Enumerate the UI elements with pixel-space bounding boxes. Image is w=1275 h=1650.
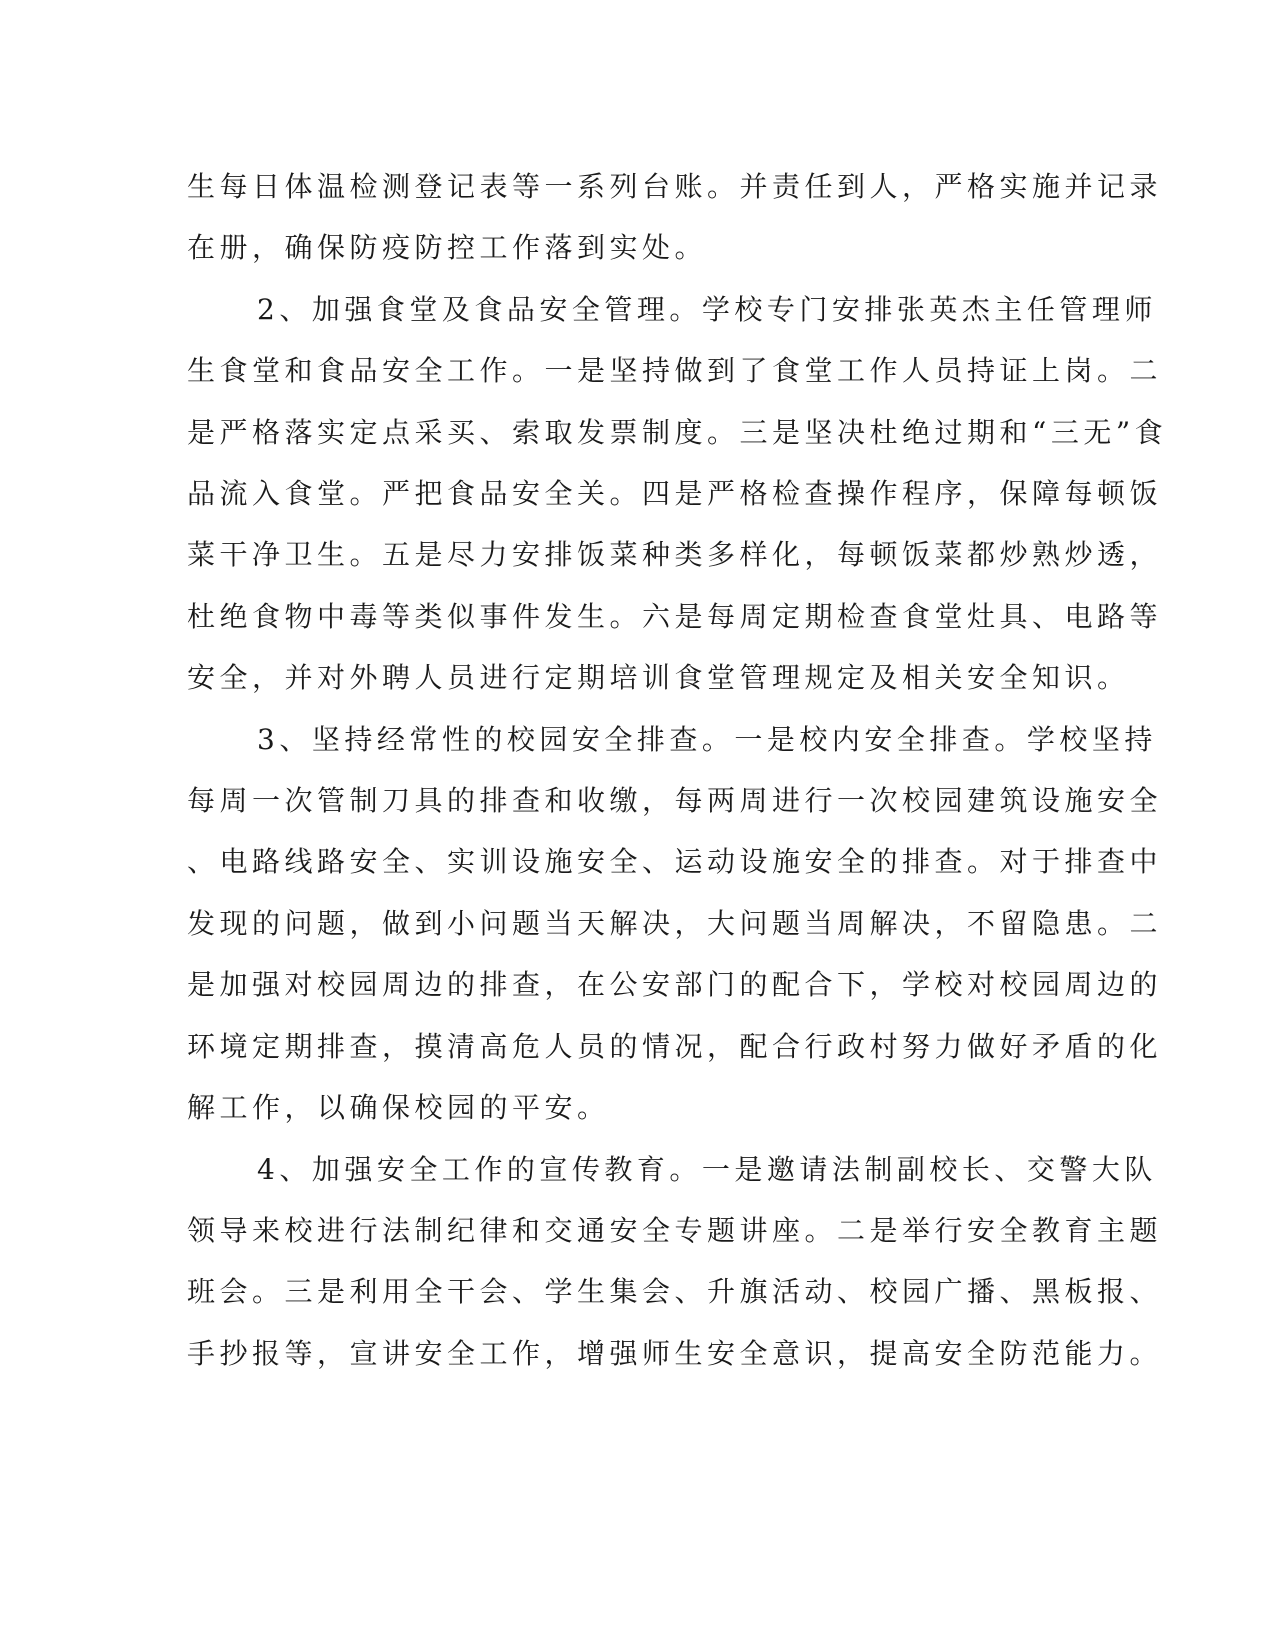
text-line: 是严格落实定点采买、索取发票制度。三是坚决杜绝过期和“三无”食 (187, 415, 1168, 449)
text-line: 是加强对校园周边的排查，在公安部门的配合下，学校对校园周边的 (187, 968, 1163, 1002)
text-line: 2、加强食堂及食品安全管理。学校专门安排张英杰主任管理师 (257, 292, 1157, 326)
text-line: 班会。三是利用全干会、学生集会、升旗活动、校园广播、黑板报、 (187, 1275, 1163, 1309)
text-line: 环境定期排查，摸清高危人员的情况，配合行政村努力做好矛盾的化 (187, 1029, 1163, 1063)
text-line: 生食堂和食品安全工作。一是坚持做到了食堂工作人员持证上岗。二 (187, 354, 1163, 388)
text-line: 杜绝食物中毒等类似事件发生。六是每周定期检查食堂灶具、电路等 (187, 599, 1163, 633)
text-line: 3、坚持经常性的校园安全排查。一是校内安全排查。学校坚持 (257, 722, 1157, 756)
text-line: 安全，并对外聘人员进行定期培训食堂管理规定及相关安全知识。 (187, 661, 1130, 695)
paragraph-canteen-food-safety (187, 279, 1168, 709)
text-line: 生每日体温检测登记表等一系列台账。并责任到人，严格实施并记录 (187, 170, 1163, 203)
text-line: 菜干净卫生。五是尽力安排饭菜种类多样化，每顿饭菜都炒熟炒透， (187, 538, 1163, 572)
text-line: 手抄报等，宣讲安全工作，增强师生安全意识，提高安全防范能力。 (187, 1336, 1163, 1370)
paragraph-continuation (187, 156, 1163, 279)
text-line: 解工作，以确保校园的平安。 (187, 1091, 610, 1125)
text-line: 每周一次管制刀具的排查和收缴，每两周进行一次校园建筑设施安全 (187, 784, 1163, 818)
text-line: 在册，确保防疫防控工作落到实处。 (187, 231, 708, 265)
text-line: 品流入食堂。严把食品安全关。四是严格检查操作程序，保障每顿饭 (187, 477, 1163, 511)
text-line: 、电路线路安全、实训设施安全、运动设施安全的排查。对于排查中 (187, 845, 1163, 879)
text-line: 4、加强安全工作的宣传教育。一是邀请法制副校长、交警大队 (257, 1152, 1157, 1186)
text-line: 发现的问题，做到小问题当天解决，大问题当周解决，不留隐患。二 (187, 906, 1163, 940)
paragraph-safety-education (187, 1139, 1163, 1385)
document-body (187, 156, 1168, 1384)
text-line: 领导来校进行法制纪律和交通安全专题讲座。二是举行安全教育主题 (187, 1213, 1163, 1247)
paragraph-campus-inspection (187, 709, 1163, 1139)
